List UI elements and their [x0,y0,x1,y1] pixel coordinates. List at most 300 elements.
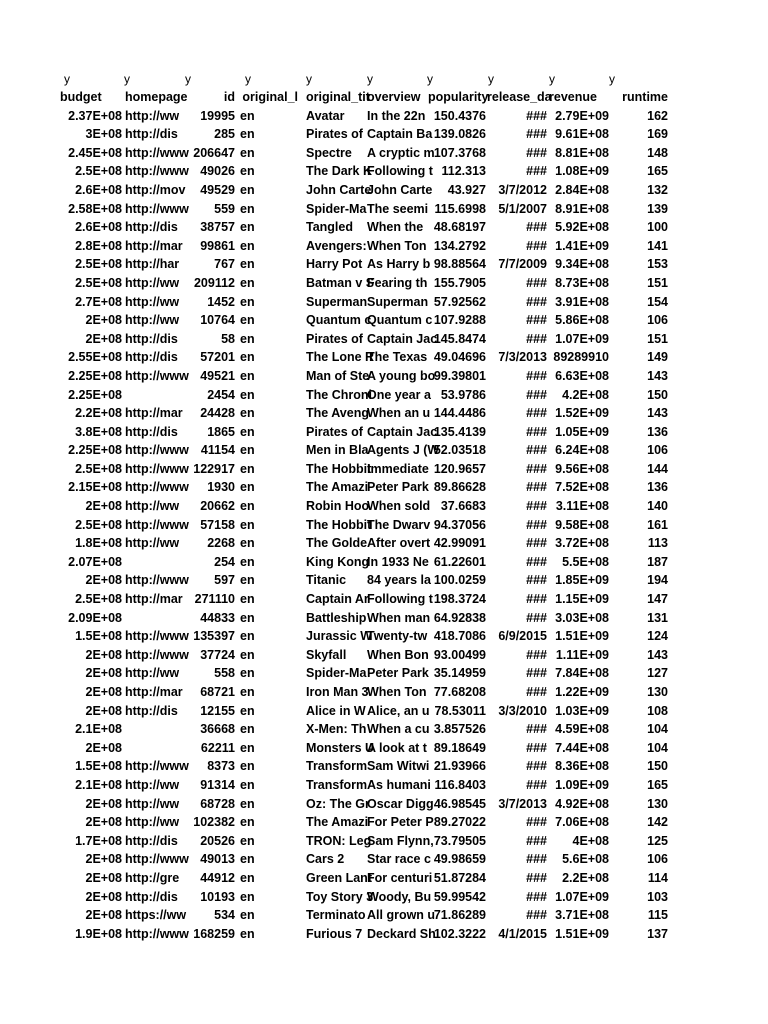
id-cell: 597 [214,573,235,588]
column-marker: y [306,72,312,86]
id-cell: 1865 [207,424,235,439]
budget-cell: 2.37E+08 [68,108,122,123]
homepage-cell: http://dis [125,889,178,904]
revenue-cell: 9.34E+08 [555,257,609,272]
budget-cell: 2E+08 [85,796,122,811]
language-cell: en [240,833,255,848]
popularity-cell: 418.7086 [433,629,486,644]
release-date-cell: ### [526,554,547,569]
language-cell: en [240,331,255,346]
release-date-cell: ### [526,443,547,458]
homepage-cell: http://dis [125,127,178,142]
data-rows [0,107,768,944]
id-cell: 49013 [200,852,235,867]
runtime-cell: 150 [647,759,668,774]
homepage-cell: http://www [125,201,189,216]
popularity-cell: 107.3768 [433,145,486,160]
homepage-cell: http://www [125,164,189,179]
homepage-cell: https://ww [125,908,187,923]
overview-cell: 84 years la [367,573,431,588]
title-cell: The Golde [306,536,368,551]
column-marker: y [124,72,130,86]
language-cell: en [240,666,255,681]
language-cell: en [240,777,255,792]
runtime-cell: 125 [647,833,668,848]
language-cell: en [240,852,255,867]
release-date-cell: ### [526,108,547,123]
budget-cell: 2.15E+08 [68,480,122,495]
language-cell: en [240,406,255,421]
budget-cell: 2.6E+08 [75,220,122,235]
column-header-language: original_l [242,90,298,104]
id-cell: 20662 [200,499,235,514]
popularity-cell: 48.68197 [433,220,486,235]
homepage-cell: http://dis [125,424,178,439]
table-row [0,627,768,646]
language-cell: en [240,443,255,458]
release-date-cell: ### [526,331,547,346]
popularity-cell: 93.00499 [433,647,486,662]
id-cell: 91314 [200,777,235,792]
column-header-release-date: release_da [487,90,552,104]
title-cell: TRON: Leg [306,833,372,848]
release-date-cell: ### [526,313,547,328]
overview-cell: Superman [367,294,429,309]
title-cell: Green Lant [306,870,372,885]
homepage-cell: http://www [125,461,189,476]
release-date-cell: ### [526,908,547,923]
title-cell: King Kong [306,554,370,569]
column-header-overview: overview [367,90,421,104]
runtime-cell: 154 [647,294,668,309]
overview-cell: John Carte [367,182,433,197]
homepage-cell: http://www [125,647,189,662]
language-cell: en [240,350,255,365]
release-date-cell: 3/3/2010 [498,703,547,718]
language-cell: en [240,275,255,290]
table-row [0,888,768,907]
revenue-cell: 7.44E+08 [555,740,609,755]
homepage-cell: http://dis [125,350,178,365]
popularity-cell: 98.88564 [433,257,486,272]
homepage-cell: http://ww [125,536,180,551]
release-date-cell: 6/9/2015 [498,629,547,644]
revenue-cell: 3.71E+08 [555,908,609,923]
budget-cell: 1.8E+08 [75,536,122,551]
table-row [0,162,768,181]
table-row [0,869,768,888]
title-cell: The Amazi [306,815,369,830]
overview-cell: Woody, Bu [367,889,432,904]
column-header-runtime: runtime [622,90,668,104]
runtime-cell: 148 [647,145,668,160]
runtime-cell: 108 [647,703,668,718]
title-cell: Pirates of [306,424,363,439]
language-cell: en [240,294,255,309]
column-header-budget: budget [60,90,102,104]
revenue-cell: 8.91E+08 [555,201,609,216]
revenue-cell: 2.84E+08 [555,182,609,197]
table-row [0,534,768,553]
id-cell: 168259 [193,926,235,941]
column-marker: y [549,72,555,86]
homepage-cell: http://www [125,480,189,495]
overview-cell: Oscar Digg [367,796,434,811]
runtime-cell: 136 [647,480,668,495]
runtime-cell: 130 [647,796,668,811]
table-row [0,237,768,256]
popularity-cell: 49.04696 [433,350,486,365]
overview-cell: Quantum c [367,313,433,328]
id-cell: 10764 [200,313,235,328]
homepage-cell: http://www [125,926,189,941]
title-cell: Transform [306,777,368,792]
language-cell: en [240,368,255,383]
popularity-cell: 57.92562 [433,294,486,309]
revenue-cell: 1.05E+09 [555,424,609,439]
id-cell: 62211 [200,740,235,755]
budget-cell: 2E+08 [85,908,122,923]
table-row [0,850,768,869]
revenue-cell: 3.03E+08 [555,610,609,625]
id-cell: 285 [214,127,235,142]
budget-cell: 1.7E+08 [75,833,122,848]
language-cell: en [240,536,255,551]
id-cell: 102382 [193,815,235,830]
title-cell: John Carte [306,182,372,197]
revenue-cell: 3.11E+08 [555,499,609,514]
release-date-cell: 4/1/2015 [498,926,547,941]
budget-cell: 2.1E+08 [75,777,122,792]
id-cell: 68728 [200,796,235,811]
revenue-cell: 1.51E+09 [555,629,609,644]
overview-cell: Fearing th [367,275,428,290]
language-cell: en [240,461,255,476]
id-cell: 36668 [200,722,235,737]
language-cell: en [240,387,255,402]
language-cell: en [240,201,255,216]
popularity-cell: 134.2792 [433,238,486,253]
table-row [0,330,768,349]
table-row [0,646,768,665]
budget-cell: 1.5E+08 [75,759,122,774]
overview-cell: Captain Ba [367,127,433,142]
release-date-cell: ### [526,145,547,160]
popularity-cell: 89.86628 [433,480,486,495]
popularity-cell: 3.857526 [433,722,486,737]
id-cell: 8373 [207,759,235,774]
id-cell: 122917 [193,461,235,476]
popularity-cell: 52.03518 [433,443,486,458]
popularity-cell: 94.37056 [433,517,486,532]
release-date-cell: ### [526,833,547,848]
release-date-cell: ### [526,536,547,551]
budget-cell: 2.1E+08 [75,722,122,737]
release-date-cell: ### [526,852,547,867]
id-cell: 58 [221,331,235,346]
release-date-cell: ### [526,666,547,681]
revenue-cell: 1.85E+09 [555,573,609,588]
revenue-cell: 4.59E+08 [555,722,609,737]
language-cell: en [240,759,255,774]
budget-cell: 2E+08 [85,573,122,588]
overview-cell: One year a [367,387,431,402]
id-cell: 1930 [207,480,235,495]
revenue-cell: 7.52E+08 [555,480,609,495]
budget-cell: 2.5E+08 [75,275,122,290]
release-date-cell: 7/3/2013 [498,350,547,365]
title-cell: The Amazi [306,480,369,495]
popularity-cell: 51.87284 [433,870,486,885]
revenue-cell: 1.07E+09 [555,889,609,904]
runtime-cell: 165 [647,777,668,792]
runtime-cell: 114 [647,870,668,885]
popularity-cell: 116.8403 [434,777,486,792]
overview-cell: When sold [367,499,431,514]
popularity-cell: 42.99091 [433,536,486,551]
release-date-cell: ### [526,777,547,792]
id-cell: 37724 [200,647,235,662]
revenue-cell: 3.72E+08 [555,536,609,551]
overview-cell: The Texas [367,350,428,365]
table-row [0,181,768,200]
overview-cell: Agents J (W [367,443,440,458]
revenue-cell: 5.5E+08 [562,554,609,569]
id-cell: 44912 [200,870,235,885]
runtime-cell: 131 [647,610,668,625]
overview-cell: In 1933 Ne [367,554,429,569]
title-cell: Alice in W [306,703,366,718]
id-cell: 206647 [193,145,235,160]
popularity-cell: 59.99542 [433,889,486,904]
release-date-cell: ### [526,889,547,904]
column-marker: y [488,72,494,86]
homepage-cell: http://dis [125,220,178,235]
language-cell: en [240,573,255,588]
overview-cell: After overt [367,536,431,551]
title-cell: Quantum c [306,313,372,328]
runtime-cell: 151 [647,331,668,346]
revenue-cell: 5.6E+08 [562,852,609,867]
language-cell: en [240,610,255,625]
popularity-cell: 135.4139 [433,424,486,439]
title-cell: Man of Ste [306,368,370,383]
language-cell: en [240,889,255,904]
table-row [0,125,768,144]
popularity-cell: 21.93966 [433,759,486,774]
overview-cell: A young bo [367,368,436,383]
title-cell: The Hobbit [306,517,372,532]
table-row [0,386,768,405]
overview-cell: All grown u [367,908,436,923]
overview-cell: When man [367,610,431,625]
title-cell: Pirates of [306,127,363,142]
language-cell: en [240,238,255,253]
runtime-cell: 149 [647,350,668,365]
title-cell: Pirates of [306,331,363,346]
homepage-cell: http://www [125,145,189,160]
title-cell: Spectre [306,145,352,160]
runtime-cell: 153 [647,257,668,272]
id-cell: 38757 [200,220,235,235]
revenue-cell: 1.41E+09 [555,238,609,253]
revenue-cell: 89289910 [553,350,609,365]
title-cell: Skyfall [306,647,347,662]
homepage-cell: http://mov [125,182,186,197]
language-cell: en [240,926,255,941]
homepage-cell: http://ww [125,815,180,830]
table-row [0,348,768,367]
id-cell: 57201 [200,350,235,365]
id-cell: 534 [214,908,235,923]
popularity-cell: 155.7905 [433,275,486,290]
title-cell: Iron Man 3 [306,685,369,699]
revenue-cell: 3.91E+08 [555,294,609,309]
runtime-cell: 106 [647,443,668,458]
homepage-cell: http://dis [125,833,178,848]
runtime-cell: 194 [647,573,668,588]
homepage-cell: http://mar [125,238,183,253]
title-cell: Men in Bla [306,443,369,458]
title-cell: Oz: The Gr [306,796,370,811]
release-date-cell: 3/7/2012 [498,182,547,197]
revenue-cell: 7.06E+08 [555,815,609,830]
budget-cell: 2E+08 [85,889,122,904]
runtime-cell: 142 [647,815,668,830]
column-header-homepage: homepage [125,90,188,104]
runtime-cell: 127 [647,666,668,681]
overview-cell: Sam Flynn, [367,833,434,848]
revenue-cell: 6.63E+08 [555,368,609,383]
budget-cell: 2.07E+08 [68,554,122,569]
release-date-cell: ### [526,406,547,421]
runtime-cell: 115 [647,908,668,923]
column-marker: y [427,72,433,86]
language-cell: en [240,796,255,811]
table-row [0,404,768,423]
runtime-cell: 162 [647,108,668,123]
language-cell: en [240,127,255,142]
title-cell: Avengers: [306,238,367,253]
homepage-cell: http://ww [125,275,180,290]
column-header-revenue: revenue [549,90,597,104]
title-cell: Avatar [306,108,345,123]
budget-cell: 2E+08 [85,666,122,681]
language-cell: en [240,815,255,830]
overview-cell: Deckard Sh [367,926,436,941]
popularity-cell: 46.98545 [433,796,486,811]
runtime-cell: 106 [647,313,668,328]
table-row [0,200,768,219]
revenue-cell: 1.08E+09 [555,164,609,179]
popularity-cell: 115.6998 [434,201,486,216]
overview-cell: In the 22n [367,108,426,123]
title-cell: Spider-Ma [306,666,367,681]
budget-cell: 2.8E+08 [75,238,122,253]
revenue-cell: 1.11E+09 [555,647,609,662]
homepage-cell: http://ww [125,796,180,811]
overview-cell: Star race c [367,852,431,867]
overview-cell: Sam Witwi [367,759,430,774]
budget-cell: 2E+08 [85,740,122,755]
language-cell: en [240,647,255,662]
id-cell: 49521 [200,368,235,383]
id-cell: 44833 [200,610,235,625]
popularity-cell: 78.53011 [434,703,486,718]
revenue-cell: 1.22E+09 [555,685,609,699]
homepage-cell: http://har [125,257,180,272]
runtime-cell: 124 [647,629,668,644]
runtime-cell: 187 [647,554,668,569]
budget-cell: 3.8E+08 [75,424,122,439]
runtime-cell: 130 [647,685,668,699]
homepage-cell: http://mar [125,592,183,607]
homepage-cell: http://www [125,759,189,774]
revenue-cell: 7.84E+08 [555,666,609,681]
table-row [0,776,768,795]
title-cell: Titanic [306,573,347,588]
revenue-cell: 2.2E+08 [562,870,609,885]
popularity-cell: 37.6683 [440,499,486,514]
popularity-cell: 71.86289 [433,908,486,923]
budget-cell: 2.25E+08 [68,387,122,402]
title-cell: The Hobbit [306,461,372,476]
homepage-cell: http://gre [125,870,180,885]
language-cell: en [240,629,255,644]
table-row [0,460,768,479]
release-date-cell: ### [526,573,547,588]
budget-cell: 2.55E+08 [68,350,122,365]
popularity-cell: 53.9786 [440,387,486,402]
popularity-cell: 99.39801 [433,368,486,383]
column-header-id: id [223,90,235,104]
budget-cell: 2.6E+08 [75,182,122,197]
popularity-cell: 89.27022 [433,815,486,830]
revenue-cell: 8.36E+08 [555,759,609,774]
overview-cell: Alice, an u [367,703,430,718]
runtime-cell: 104 [647,722,668,737]
release-date-cell: ### [526,647,547,662]
budget-cell: 2.5E+08 [75,461,122,476]
release-date-cell: ### [526,870,547,885]
language-cell: en [240,480,255,495]
table-row [0,144,768,163]
release-date-cell: 3/7/2013 [498,796,547,811]
runtime-cell: 140 [647,499,668,514]
budget-cell: 2.25E+08 [68,443,122,458]
popularity-cell: 49.98659 [433,852,486,867]
title-cell: The Dark K [306,164,372,179]
overview-cell: The seemi [367,201,429,216]
overview-cell: Twenty-tw [367,629,428,644]
language-cell: en [240,313,255,328]
title-cell: Harry Pot [306,257,363,272]
id-cell: 57158 [200,517,235,532]
id-cell: 558 [214,666,235,681]
title-cell: X-Men: Th [306,722,367,737]
id-cell: 24428 [200,406,235,421]
popularity-cell: 77.68208 [433,685,486,699]
table-row [0,925,768,944]
budget-cell: 1.5E+08 [75,629,122,644]
popularity-cell: 120.9657 [433,461,486,476]
marker-row [0,70,768,88]
homepage-cell: http://www [125,517,189,532]
overview-cell: When a cu [367,722,430,737]
table-row [0,795,768,814]
id-cell: 271110 [194,592,235,607]
table-row [0,274,768,293]
